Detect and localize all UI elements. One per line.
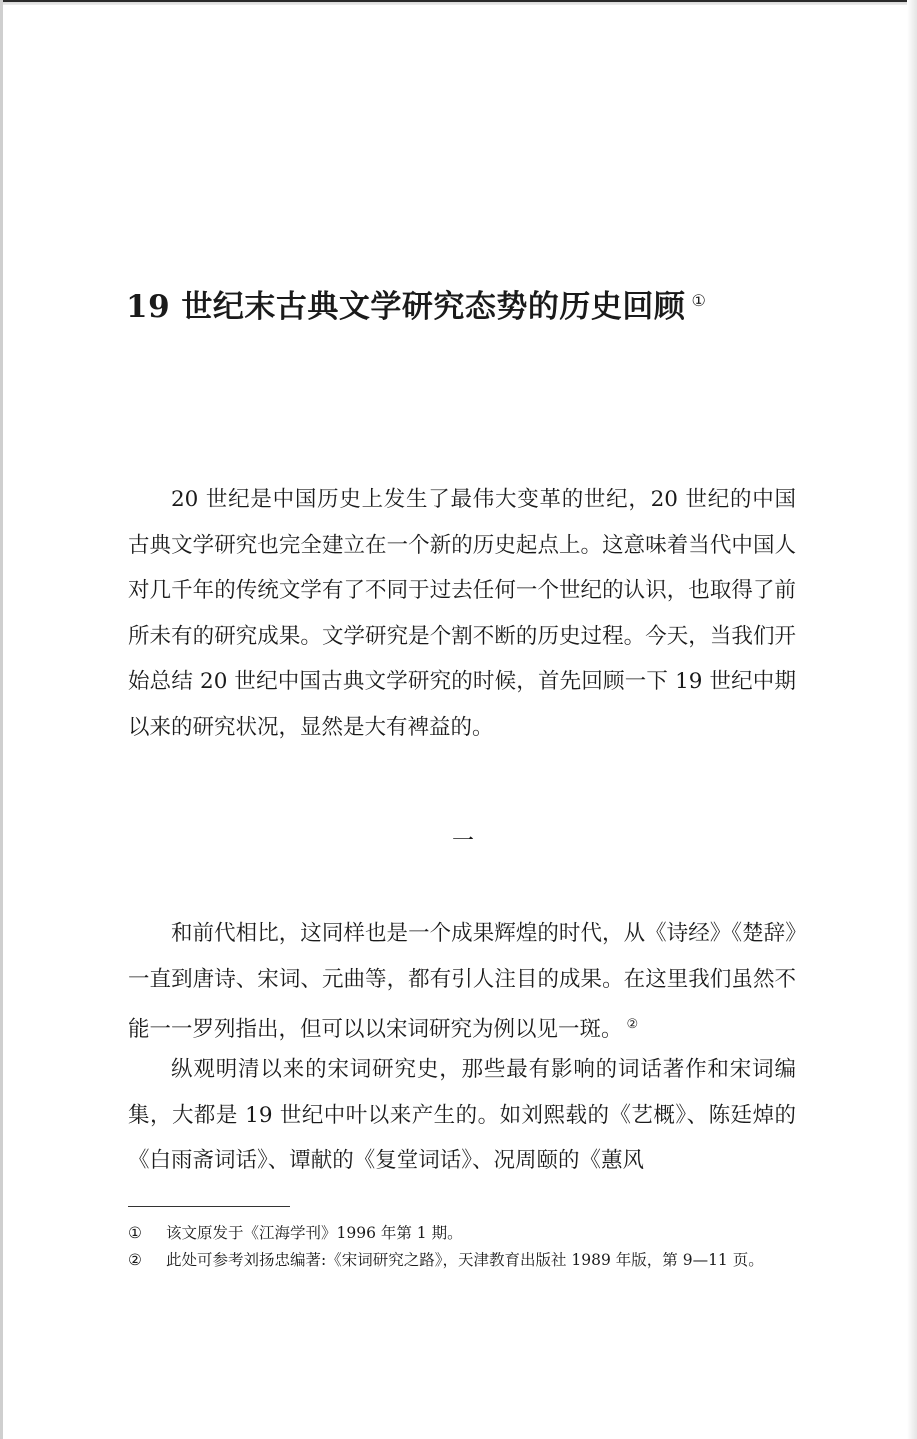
- footnotes: [128, 1220, 796, 1274]
- body-paragraph-2: 纵观明清以来的宋词研究史，那些最有影响的词话著作和宋词编集，大都是 19 世纪中叶以来产生的。如刘熙载的《艺概》、陈廷焯的《白雨斋词话》、谭献的《复堂词话》、况周颐的《蕙风: [128, 1057, 796, 1174]
- footnote-divider: [128, 1206, 290, 1207]
- footnote-item: [128, 1247, 796, 1274]
- body-paragraph-1-text: 和前代相比，这同样也是一个成果辉煌的时代，从《诗经》《楚辞》一直到唐诗、宋词、元曲等，都有引人注目的成果。在这里我们虽然不能一一罗列指出，但可以以宋词研究为例以见一斑。: [128, 921, 796, 1043]
- section-heading: 一: [452, 829, 475, 854]
- intro-paragraph: 20 世纪是中国历史上发生了最伟大变革的世纪，20 世纪的中国古典文学研究也完全建立在一个新的历史起点上。这意味着当代中国人对几千年的传统文学有了不同于过去任何一个世纪的认识，也取得了前所未有的研究成果。文学研究是个割不断的历史过程。今天，当我们开始总结 20 世纪中国古典文学研究的时候，首先回顾一下 19 世纪中期以来的研究状况，显然是大有裨益的。: [128, 487, 796, 740]
- body-paragraph-1: [128, 911, 796, 1053]
- footnote-marker: ②: [128, 1251, 142, 1269]
- title-footnote-ref[interactable]: ①: [691, 290, 707, 310]
- page-left-edge: [0, 0, 3, 1439]
- footnote-text: 此处可参考刘扬忠编著:《宋词研究之路》，天津教育出版社 1989 年版，第 9—11 页。: [166, 1251, 764, 1269]
- footnote-text: 该文原发于《江海学刊》1996 年第 1 期。: [166, 1224, 463, 1242]
- article-title-text: 19 世纪末古典文学研究态势的历史回顾: [126, 289, 686, 325]
- page-top-edge: [0, 0, 917, 5]
- footnote-marker: ①: [128, 1224, 142, 1242]
- page-right-shadow: [907, 0, 917, 1439]
- footnote-item: [128, 1220, 796, 1247]
- paragraph-footnote-ref[interactable]: ②: [626, 1017, 639, 1033]
- article-title: [126, 281, 706, 326]
